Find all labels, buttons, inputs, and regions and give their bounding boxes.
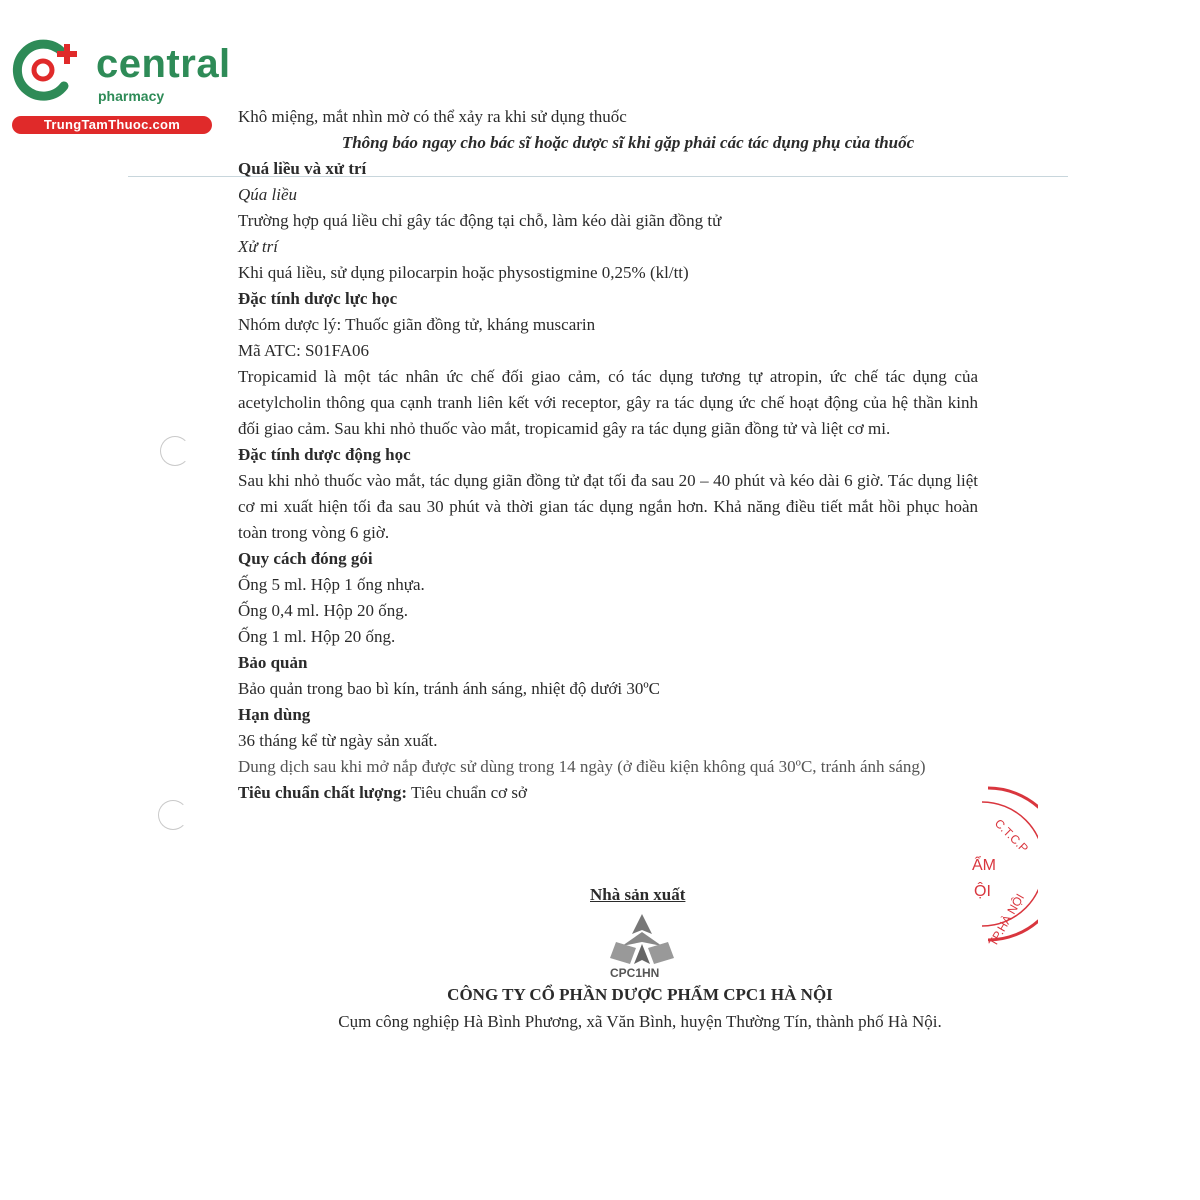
central-pharmacy-logo-icon	[10, 38, 80, 102]
treatment-text: Khi quá liều, sử dụng pilocarpin hoặc physostigmine 0,25% (kl/tt)	[238, 263, 689, 282]
packaging-item: Ống 1 ml. Hộp 20 ống.	[238, 627, 396, 646]
subheading-overdose: Qúa liều	[238, 185, 298, 204]
brand-name: central	[96, 42, 231, 86]
section-heading-pharmacodynamics: Đặc tính dược lực học	[238, 289, 398, 308]
quality-standard	[238, 780, 978, 806]
company-stamp	[958, 780, 1038, 950]
subheading-treatment: Xử trí	[238, 237, 278, 256]
manufacturer-name: CÔNG TY CỔ PHẦN DƯỢC PHẨM CPC1 HÀ NỘI	[447, 985, 833, 1004]
manufacturer-title: Nhà sản xuất	[590, 885, 686, 904]
shelf-life-after-opening: Dung dịch sau khi mở nắp được sử dùng trong 14 ngày (ở điều kiện không quá 30ºC, tránh ánh sáng)	[238, 757, 926, 776]
stamp-text: TP.HÀ NỘI	[985, 891, 1028, 949]
storage-text: Bảo quản trong bao bì kín, tránh ánh sáng, nhiệt độ dưới 30ºC	[238, 679, 660, 698]
stamp-text: ẨM	[972, 857, 996, 874]
pharmacokinetics-text: Sau khi nhỏ thuốc vào mắt, tác dụng giãn đồng tử đạt tối đa sau 20 – 40 phút và kéo dài 6 giờ. Tác dụng liệt cơ mi xuất hiện tối đa sau 30 phút và thời gian tác dụng ngắn hơn. Khả năng điều tiết mắt hồi phục hoàn toàn trong vòng 6 giờ.	[238, 471, 978, 542]
punch-hole-mark	[160, 436, 190, 466]
overdose-text: Trường hợp quá liều chỉ gây tác động tại chỗ, làm kéo dài giãn đồng tử	[238, 211, 722, 230]
stamp-text: C.T.C.P	[991, 816, 1032, 856]
section-heading-storage: Bảo quản	[238, 653, 308, 672]
section-heading-packaging: Quy cách đóng gói	[238, 549, 373, 568]
section-heading-pharmacokinetics: Đặc tính dược động học	[238, 445, 411, 464]
punch-hole-mark	[158, 800, 188, 830]
section-heading-overdose: Quá liều và xử trí	[238, 159, 367, 178]
manufacturer-address: Cụm công nghiệp Hà Bình Phương, xã Văn Bình, huyện Thường Tín, thành phố Hà Nội.	[338, 1012, 942, 1031]
section-heading-shelf-life: Hạn dùng	[238, 705, 311, 724]
brand-tagline: pharmacy	[98, 88, 165, 104]
notice-line: Thông báo ngay cho bác sĩ hoặc dược sĩ khi gặp phải các tác dụng phụ của thuốc	[341, 133, 915, 152]
brand-url[interactable]: TrungTamThuoc.com	[12, 116, 212, 134]
packaging-item: Ống 0,4 ml. Hộp 20 ống.	[238, 601, 408, 620]
packaging-item: Ống 5 ml. Hộp 1 ống nhựa.	[238, 575, 425, 594]
side-effects-line: Khô miệng, mắt nhìn mờ có thể xảy ra khi sử dụng thuốc	[238, 107, 627, 126]
pharmacological-group: Nhóm dược lý: Thuốc giãn đồng tử, kháng muscarin	[238, 315, 596, 334]
brand-logo	[10, 36, 231, 136]
document-body	[238, 104, 978, 806]
quality-standard-label: Tiêu chuẩn chất lượng:	[238, 783, 408, 802]
stamp-text: ỘI	[974, 883, 991, 900]
pharmacodynamics-text: Tropicamid là một tác nhân ức chế đối giao cảm, có tác dụng tương tự atropin, ức chế tác dụng của acetylcholin thông qua cạnh tranh liên kết với receptor, gây ra tác dụng ức chế hoạt động của hệ thần kinh đối giao cảm. Sau khi nhỏ thuốc vào mắt, tropicamid gây ra tác dụng giãn đồng tử và liệt cơ mi.	[238, 367, 978, 438]
quality-standard-value: Tiêu chuẩn cơ sở	[407, 783, 528, 802]
shelf-life-text: 36 tháng kể từ ngày sản xuất.	[238, 731, 438, 750]
atc-code: Mã ATC: S01FA06	[238, 341, 369, 360]
cpc1-logo-text: CPC1HN	[610, 966, 660, 980]
